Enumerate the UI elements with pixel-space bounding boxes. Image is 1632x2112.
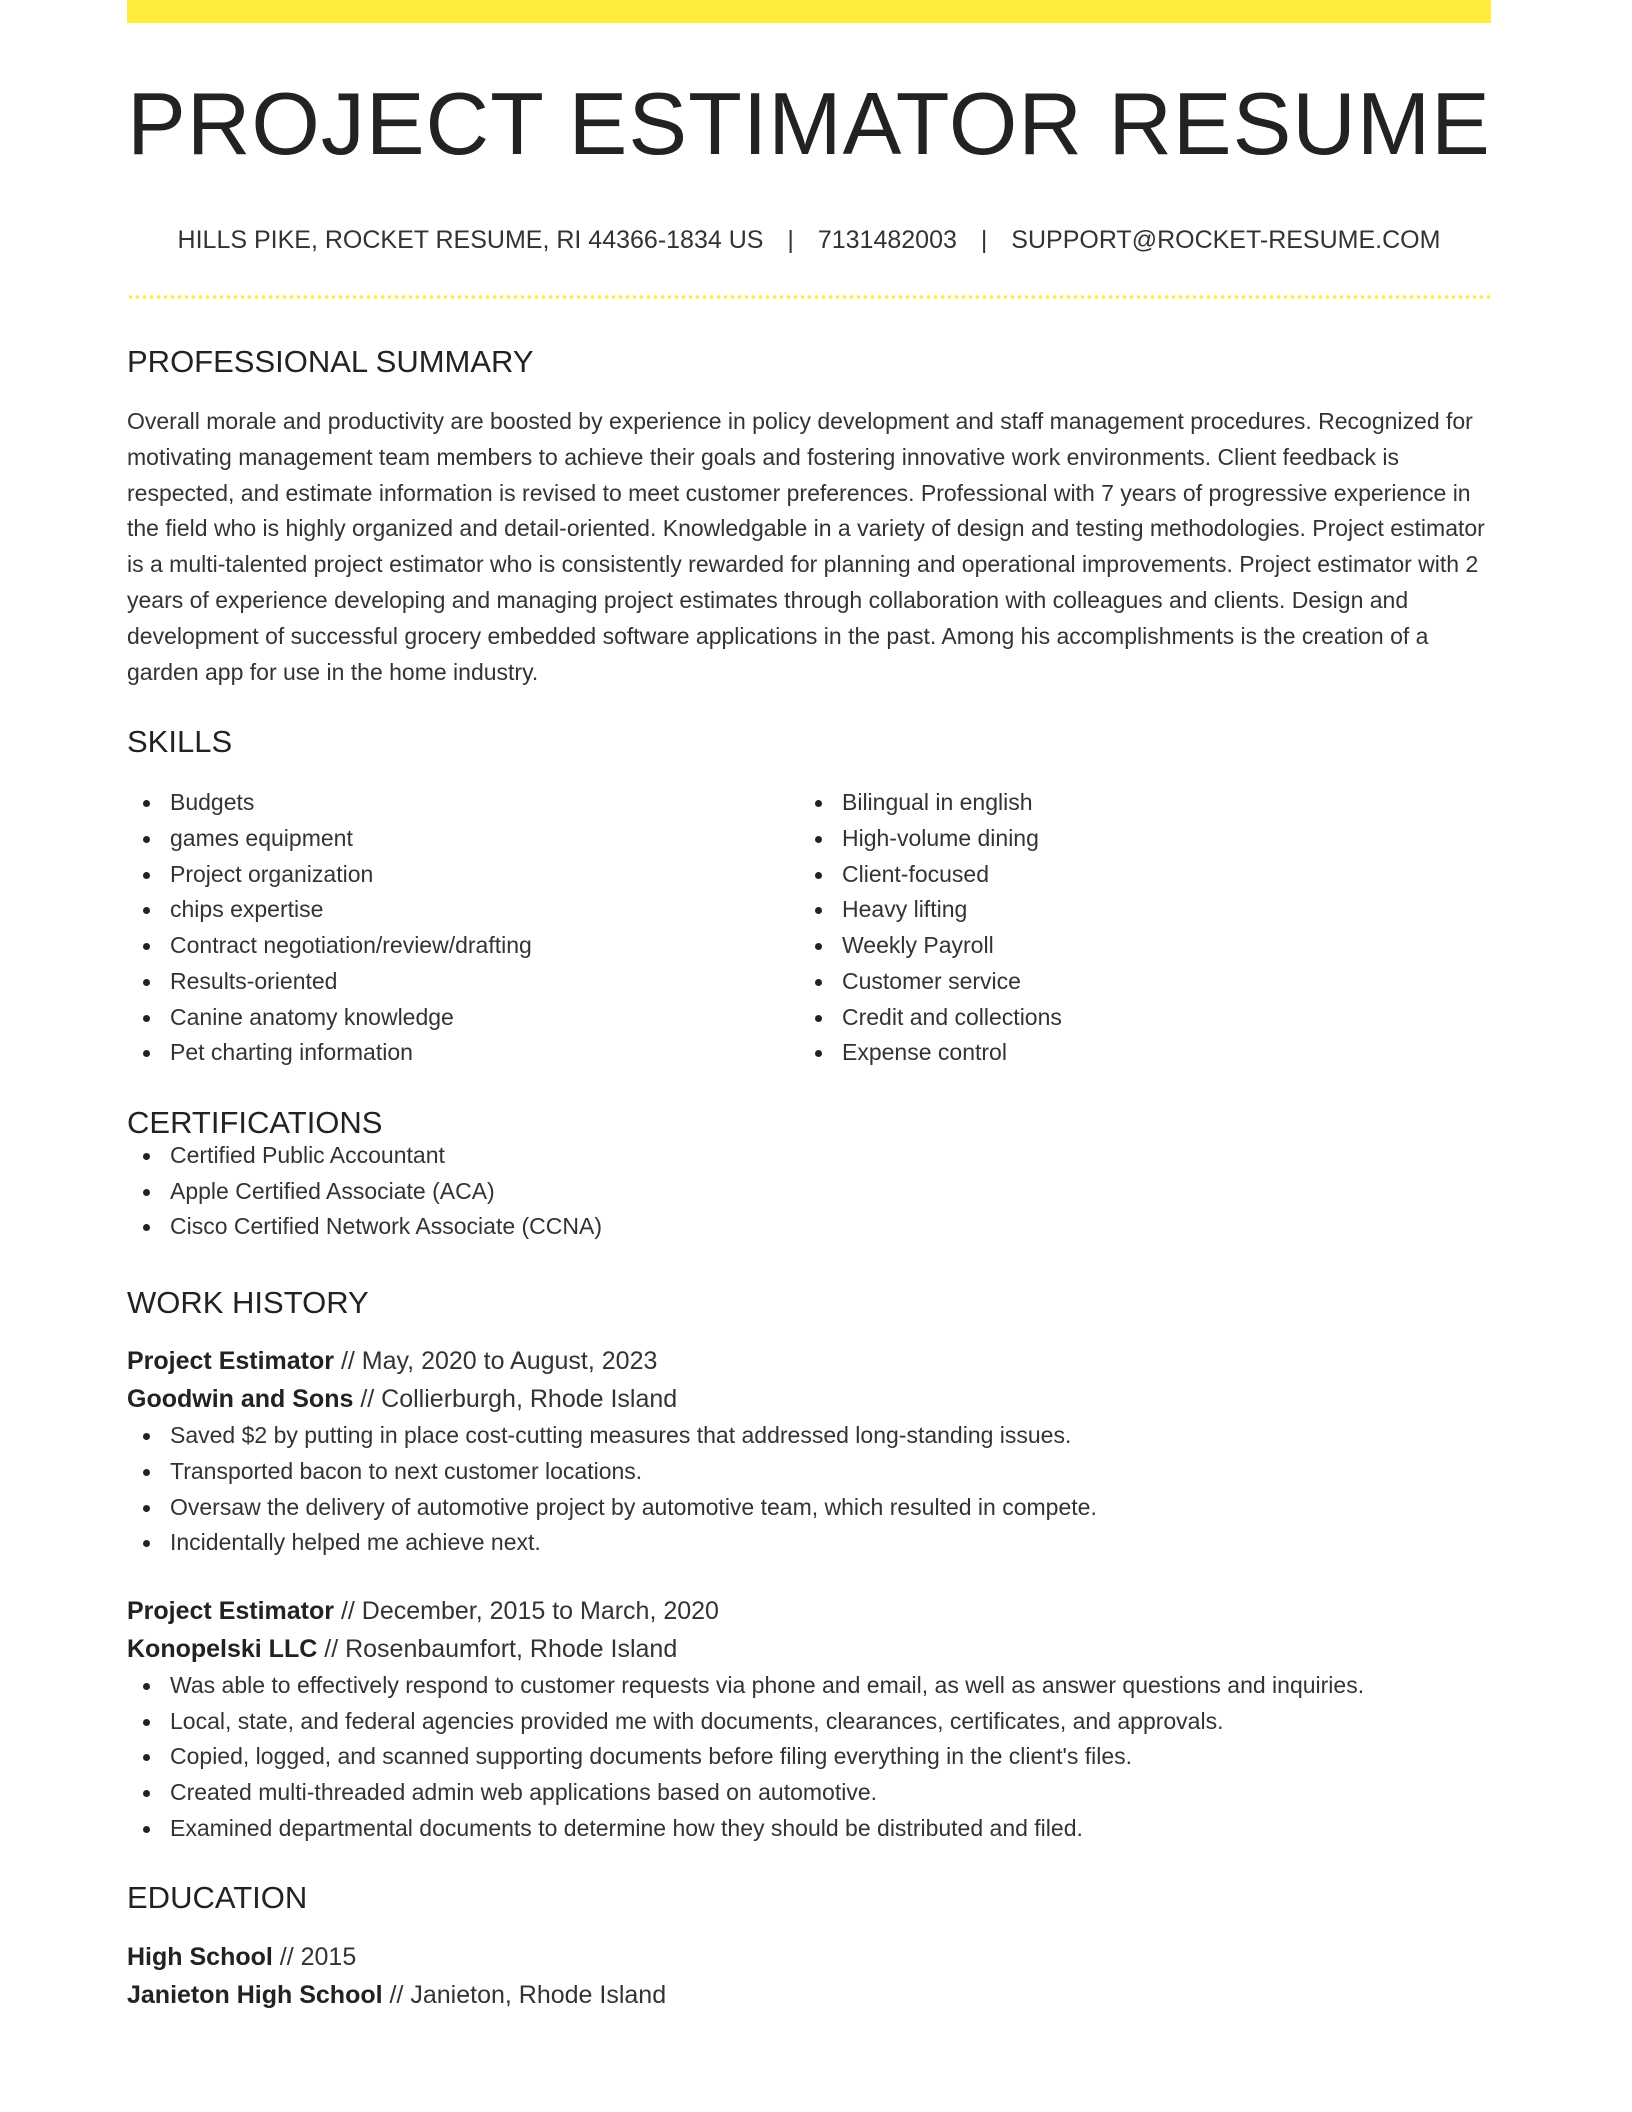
job-duty: Was able to effectively respond to customer requests via phone and email, as well as answer questions and inquiries. [127, 1668, 1491, 1704]
education-degree-line [127, 1938, 1491, 1976]
work-history-heading: WORK HISTORY [127, 1285, 369, 1321]
education-entry [127, 1938, 1491, 2014]
job-company: Konopelski LLC [127, 1634, 318, 1663]
skill-item: Weekly Payroll [799, 928, 1471, 964]
job-duty: Oversaw the delivery of automotive project by automotive team, which resulted in compete. [127, 1490, 1491, 1526]
job-company-line [127, 1380, 1491, 1418]
job-duty: Incidentally helped me achieve next. [127, 1525, 1491, 1561]
summary-text: Overall morale and productivity are boosted by experience in policy development and staff management procedures. Recognized for motivating management team members to achieve their goals and fostering innovative work environments. Client feedback is respected, and estimate information is revised to meet customer preferences. Professional with 7 years of progressive experience in the field who is highly organized and detail-oriented. Knowledgable in a variety of design and testing methodologies. Project estimator is a multi-talented project estimator who is consistently rewarded for planning and operational improvements. Project estimator with 2 years of experience developing and managing project estimates through collaboration with colleagues and clients. Design and development of successful grocery embedded software applications in the past. Among his accomplishments is the creation of a garden app for use in the home industry. [127, 408, 1485, 685]
dotted-divider [127, 295, 1491, 299]
resume-title: PROJECT ESTIMATOR RESUME [127, 74, 1491, 173]
job-duties-list [127, 1418, 1491, 1561]
contact-email: SUPPORT@ROCKET-RESUME.COM [1011, 226, 1441, 254]
job-entry [127, 1342, 1491, 1561]
skill-item: Contract negotiation/review/drafting [127, 928, 799, 964]
job-title-line [127, 1592, 1491, 1630]
job-company: Goodwin and Sons [127, 1385, 354, 1414]
job-company-line [127, 1630, 1491, 1668]
education-school-line [127, 1976, 1491, 2014]
summary-heading: PROFESSIONAL SUMMARY [127, 344, 534, 379]
job-duty: Transported bacon to next customer locations. [127, 1454, 1491, 1490]
job-dates: // December, 2015 to March, 2020 [334, 1596, 719, 1625]
job-title: Project Estimator [127, 1596, 335, 1625]
skills-left-list [127, 785, 799, 1071]
job-duty: Examined departmental documents to determine how they should be distributed and filed. [127, 1811, 1491, 1847]
certifications-heading: CERTIFICATIONS [127, 1105, 383, 1140]
skills-heading: SKILLS [127, 724, 233, 760]
certifications-list [127, 1138, 1491, 1245]
job-title: Project Estimator [127, 1347, 335, 1376]
skill-item: Client-focused [799, 857, 1471, 893]
job-duties-list [127, 1668, 1491, 1847]
job-entry [127, 1592, 1491, 1847]
education-year: // 2015 [272, 1943, 357, 1972]
skill-item: Canine anatomy knowledge [127, 1000, 799, 1036]
education-heading: EDUCATION [127, 1880, 308, 1916]
skill-item: chips expertise [127, 892, 799, 928]
contact-address: HILLS PIKE, ROCKET RESUME, RI 44366-1834 US [177, 226, 764, 254]
education-school: Janieton High School [127, 1981, 383, 2010]
resume-page [127, 0, 1491, 2014]
job-duty: Saved $2 by putting in place cost-cutting measures that addressed long-standing issues. [127, 1418, 1491, 1454]
contact-line [127, 228, 1491, 253]
skill-item: Customer service [799, 964, 1471, 1000]
skill-item: Credit and collections [799, 1000, 1471, 1036]
education-degree: High School [127, 1943, 273, 1972]
job-duty: Created multi-threaded admin web applications based on automotive. [127, 1775, 1491, 1811]
certification-item: Certified Public Accountant [127, 1138, 1491, 1174]
job-title-line [127, 1342, 1491, 1380]
education-location: // Janieton, Rhode Island [382, 1981, 667, 2010]
accent-top-bar [127, 0, 1491, 23]
skill-item: Budgets [127, 785, 799, 821]
skill-item: Bilingual in english [799, 785, 1471, 821]
skill-item: Expense control [799, 1035, 1471, 1071]
skills-right-list [799, 785, 1471, 1071]
certification-item: Apple Certified Associate (ACA) [127, 1174, 1491, 1210]
contact-separator: | [980, 226, 988, 254]
job-duty: Copied, logged, and scanned supporting documents before filing everything in the client's files. [127, 1739, 1491, 1775]
certification-item: Cisco Certified Network Associate (CCNA) [127, 1209, 1491, 1245]
skill-item: High-volume dining [799, 821, 1471, 857]
job-dates: // May, 2020 to August, 2023 [334, 1347, 658, 1376]
job-duty: Local, state, and federal agencies provided me with documents, clearances, certificates, and approvals. [127, 1704, 1491, 1740]
contact-separator: | [787, 226, 794, 254]
skill-item: games equipment [127, 821, 799, 857]
skill-item: Results-oriented [127, 964, 799, 1000]
skills-columns [127, 785, 1491, 1071]
job-location: // Rosenbaumfort, Rhode Island [317, 1634, 678, 1663]
skill-item: Pet charting information [127, 1035, 799, 1071]
job-location: // Collierburgh, Rhode Island [353, 1385, 678, 1414]
skill-item: Project organization [127, 857, 799, 893]
skill-item: Heavy lifting [799, 892, 1471, 928]
contact-phone: 7131482003 [817, 226, 957, 254]
